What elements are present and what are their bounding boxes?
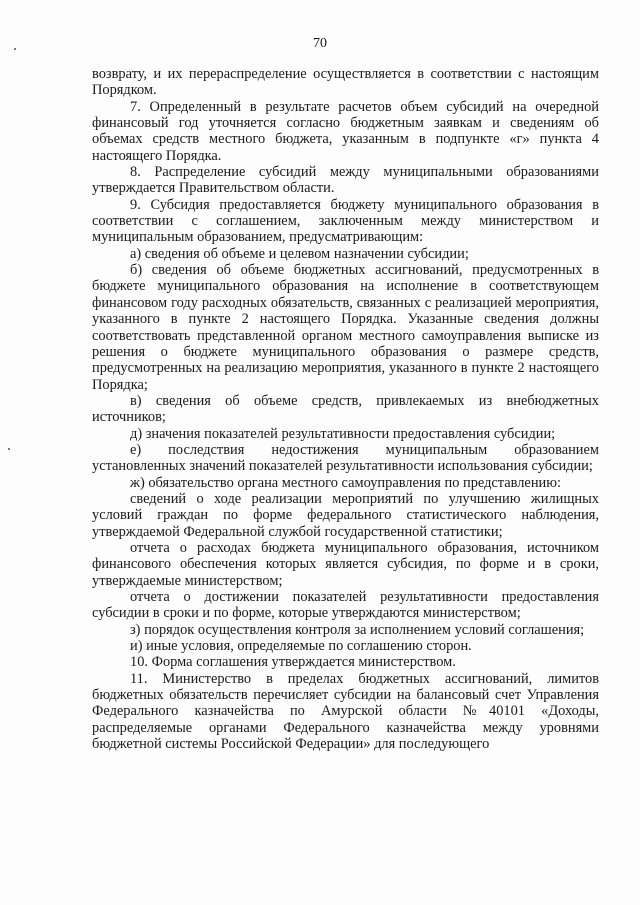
scan-speck — [8, 448, 10, 450]
paragraph: 7. Определенный в результате расчетов объем субсидий на очередной финансовый год уточняется согласно бюджетным заявкам и сведениям об объемах средств местного бюджета, указанным в подпункте «г» пункта 4 настоящего Порядка. — [92, 98, 599, 164]
paragraph: 8. Распределение субсидий между муниципальными образованиями утверждается Правительством области. — [92, 164, 599, 197]
paragraph: возврату, и их перераспределение осуществляется в соответствии с настоящим Порядком. — [92, 66, 599, 99]
paragraph: б) сведения об объеме бюджетных ассигнований, предусмотренных в бюджете муниципального образования на исполнение в соответствующем финансовом году расходных обязательств, связанных с реализацией мероприятия, указанного в пункте 2 настоящего Порядка. Указанные сведения должны соответствовать представленной органом местного самоуправления выписке из решения о бюджете муниципального образования о размере средств, предусмотренных на реализацию мероприятия, указанного в пункте 2 настоящего Порядка; — [92, 262, 599, 393]
paragraph: д) значения показателей результативности предоставления субсидии; — [130, 425, 556, 442]
paragraph: з) порядок осуществления контроля за исполнением условий соглашения; — [130, 621, 585, 638]
paragraph: отчета о достижении показателей результативности предоставления субсидии в сроки и по форме, которые утверждаются министерством; — [92, 589, 599, 622]
paragraph: ж) обязательство органа местного самоуправления по представлению: — [130, 474, 561, 491]
paragraph: сведений о ходе реализации мероприятий по улучшению жилищных условий граждан по форме федерального статистического наблюдения, утверждаемой Федеральной службой государственной статистики; — [92, 490, 599, 540]
paragraph: е) последствия недостижения муниципальным образованием установленных значений показателей результативности использования субсидии; — [92, 441, 599, 475]
paragraph: отчета о расходах бюджета муниципального образования, источником финансового обеспечения которых является субсидия, по форме и в сроки, утверждаемые министерством; — [92, 539, 599, 589]
paragraph: в) сведения об объеме средств, привлекаемых из внебюджетных источников; — [92, 392, 599, 426]
paragraph: 9. Субсидия предоставляется бюджету муниципального образования в соответствии с соглашением, заключенным между министерством и муниципальным образованием, предусматривающим: — [92, 196, 599, 246]
paragraph: 10. Форма соглашения утверждается министерством. — [130, 654, 456, 671]
document-body — [92, 66, 599, 752]
paragraph: а) сведения об объеме и целевом назначении субсидии; — [130, 245, 469, 262]
page-number: 70 — [313, 36, 327, 51]
paragraph: и) иные условия, определяемые по соглашению сторон. — [130, 638, 472, 655]
paragraph: 11. Министерство в пределах бюджетных ассигнований, лимитов бюджетных обязательств перечисляет субсидии на балансовый счет Управления Федерального казначейства по Амурской области №40101 «Доходы, распределяемые органами Федерального казначейства между уровнями бюджетной системы Российской Федерации» для последующего — [92, 670, 599, 753]
